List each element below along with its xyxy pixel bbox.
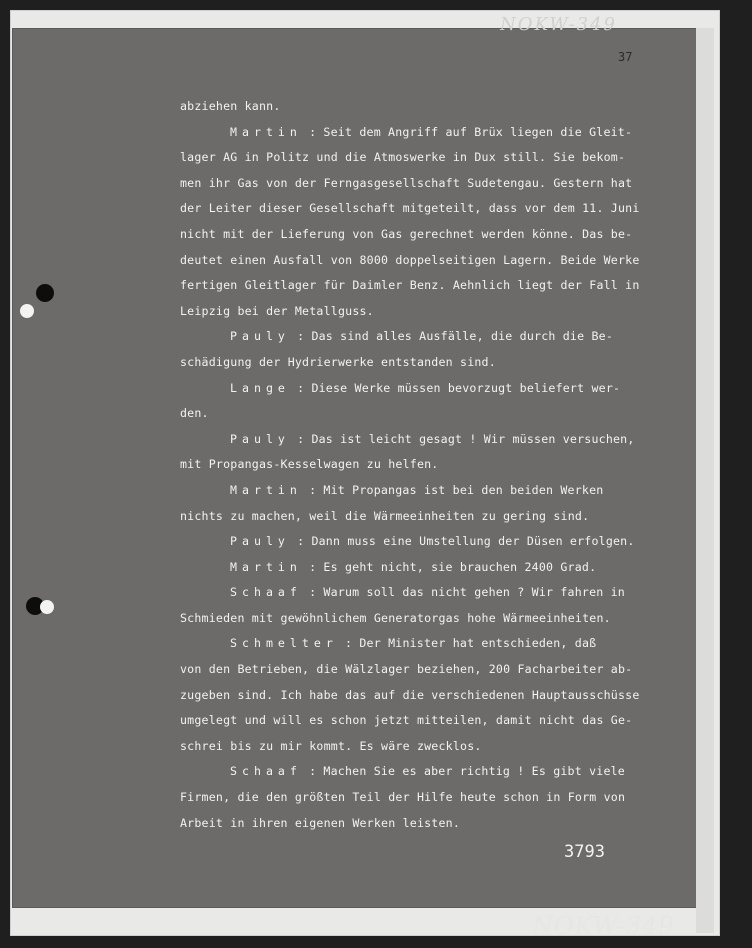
- line-text: : Seit dem Angriff auf Brüx liegen die Gleit-: [301, 124, 633, 139]
- speaker-name: Schmelter: [230, 636, 338, 651]
- line-text: umgelegt und will es schon jetzt mitteilen, damit nicht das Ge-: [180, 713, 633, 728]
- text-line: [180, 145, 670, 171]
- text-line: [180, 606, 670, 632]
- speaker-name: Lange: [230, 380, 290, 395]
- line-text: mit Propangas-Kesselwagen zu helfen.: [180, 457, 439, 472]
- line-text: Schmieden mit gewöhnlichem Generatorgas hohe Wärmeeinheiten.: [180, 610, 611, 625]
- line-text: abziehen kann.: [180, 99, 281, 113]
- line-text: nicht mit der Lieferung von Gas gerechnet werden könne. Das be-: [180, 226, 633, 241]
- speaker-name: Martin: [230, 482, 302, 497]
- text-line: [180, 529, 670, 555]
- line-text: schrei bis zu mir kommt. Es wäre zwecklos.: [180, 738, 482, 753]
- line-text: : Diese Werke müssen bevorzugt beliefert wer-: [289, 380, 621, 395]
- text-line: [180, 452, 670, 478]
- speaker-name: Martin: [230, 559, 302, 574]
- speaker-name: Schaaf: [230, 764, 302, 779]
- text-line: [180, 785, 670, 811]
- text-line: [180, 504, 670, 530]
- text-line: [180, 171, 670, 197]
- line-text: : Mit Propangas ist bei den beiden Werken: [301, 482, 604, 497]
- line-text: : Der Minister hat entschieden, daß: [337, 636, 597, 651]
- text-line: [180, 708, 670, 734]
- line-text: zugeben sind. Ich habe das auf die verschiedenen Hauptausschüsse: [180, 687, 640, 702]
- archive-stamp: NOKW-349: [532, 912, 675, 940]
- punch-hole-shadow-icon: [20, 304, 34, 318]
- text-line: [180, 657, 670, 683]
- text-line: [180, 734, 670, 760]
- line-text: fertigen Gleitlager für Daimler Benz. Aehnlich liegt der Fall in: [180, 278, 640, 293]
- text-line: [180, 273, 670, 299]
- text-line: [180, 631, 670, 657]
- speaker-name: Martin: [230, 124, 302, 139]
- text-line: [180, 222, 670, 248]
- document-number: 3793: [564, 842, 605, 862]
- top-archive-stamp: NOKW-349: [500, 14, 617, 35]
- speaker-name: Pauly: [230, 431, 290, 446]
- line-text: Firmen, die den größten Teil der Hilfe heute schon in Form von: [180, 790, 626, 805]
- page-number: 37: [618, 50, 633, 64]
- line-text: Leipzig bei der Metallguss.: [180, 303, 374, 318]
- line-text: den.: [180, 406, 209, 421]
- line-text: men ihr Gas von der Ferngasgesellschaft Sudetengau. Gestern hat: [180, 175, 633, 190]
- text-line: [180, 376, 670, 402]
- line-text: : Das ist leicht gesagt ! Wir müssen versuchen,: [289, 431, 635, 446]
- text-line: [180, 350, 670, 376]
- line-text: : Das sind alles Ausfälle, die durch die Be-: [289, 329, 614, 344]
- line-text: : Warum soll das nicht gehen ? Wir fahren in: [301, 585, 625, 600]
- punch-hole-icon: [36, 284, 54, 302]
- line-text: deutet einen Ausfall von 8000 doppelseitigen Lagern. Beide Werke: [180, 252, 640, 267]
- transcript-body: [180, 94, 670, 836]
- text-line: [180, 683, 670, 709]
- text-line: [180, 324, 670, 350]
- text-line: [180, 299, 670, 325]
- text-line: [180, 120, 670, 146]
- text-line: [180, 427, 670, 453]
- paper-right-edge: [696, 28, 714, 933]
- line-text: Arbeit in ihren eigenen Werken leisten.: [180, 815, 461, 830]
- line-text: der Leiter dieser Gesellschaft mitgeteilt, dass vor dem 11. Juni: [180, 201, 640, 216]
- line-text: nichts zu machen, weil die Wärmeeinheiten zu gering sind.: [180, 508, 590, 523]
- text-line: [180, 580, 670, 606]
- line-text: : Es geht nicht, sie brauchen 2400 Grad.: [301, 559, 597, 574]
- line-text: : Machen Sie es aber richtig ! Es gibt viele: [301, 764, 625, 779]
- speaker-name: Pauly: [230, 534, 290, 549]
- speaker-name: Schaaf: [230, 585, 302, 600]
- punch-hole-shadow-icon: [40, 600, 54, 614]
- line-text: schädigung der Hydrierwerke entstanden sind.: [180, 354, 496, 369]
- line-text: : Dann muss eine Umstellung der Düsen erfolgen.: [289, 534, 635, 549]
- text-line: [180, 196, 670, 222]
- text-line: [180, 478, 670, 504]
- text-line: [180, 811, 670, 837]
- text-line: [180, 759, 670, 785]
- speaker-name: Pauly: [230, 329, 290, 344]
- text-line: [180, 248, 670, 274]
- line-text: von den Betrieben, die Wälzlager beziehen, 200 Facharbeiter ab-: [180, 662, 633, 677]
- text-line: [180, 401, 670, 427]
- text-line: [180, 94, 670, 120]
- text-line: [180, 555, 670, 581]
- line-text: lager AG in Politz und die Atmoswerke in Dux still. Sie bekom-: [180, 150, 626, 165]
